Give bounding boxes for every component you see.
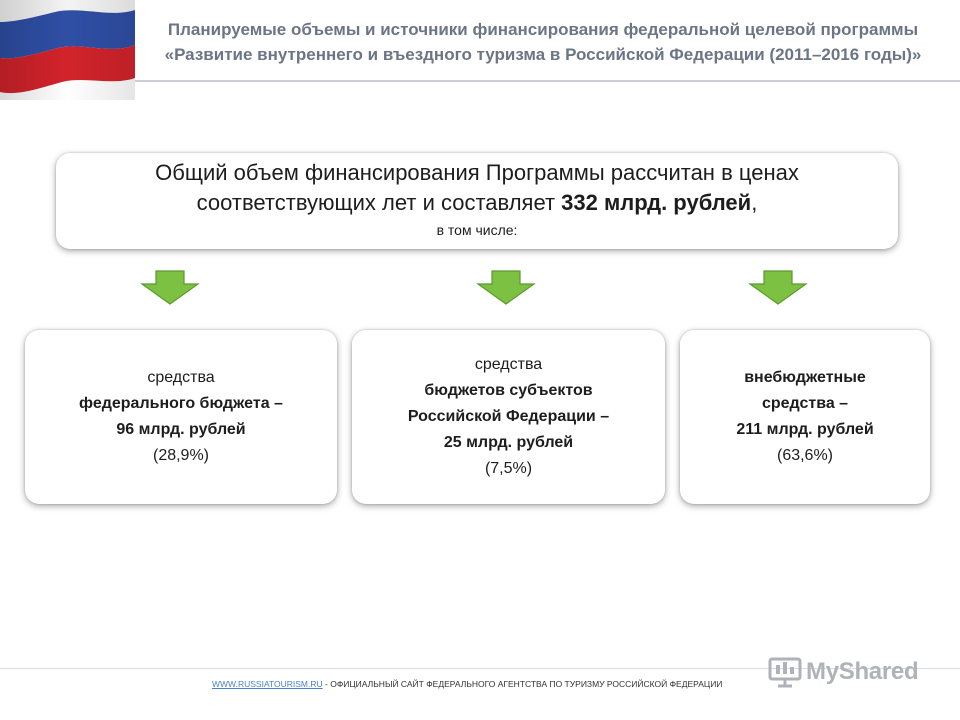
source-name: внебюджетные (744, 369, 866, 386)
site-link[interactable]: WWW.RUSSIATOURISM.RU (212, 679, 323, 689)
title-line-1: Планируемые объемы и источники финансирования федеральной целевой программы (167, 20, 919, 39)
regional-budgets-card (352, 330, 665, 504)
down-arrow-icon (476, 270, 536, 306)
footer (212, 679, 722, 689)
title-line-2: «Развитие внутреннего и въездного туризма в Российской Федерации (2011–2016 годы)» (164, 45, 922, 64)
watermark-text: MyShared (806, 658, 919, 685)
source-share: (28,9%) (152, 447, 210, 464)
footer-text: - ОФИЦИАЛЬНЫЙ САЙТ ФЕДЕРАЛЬНОГО АГЕНТСТВА ПО ТУРИЗМУ РОССИЙСКОЙ ФЕДЕРАЦИИ (322, 679, 723, 689)
presentation-icon (768, 656, 802, 688)
total-amount: 332 млрд. рублей (561, 190, 752, 215)
source-name: бюджетов субъектов (424, 382, 593, 399)
summary-line-2-text: соответствующих лет и составляет (196, 190, 562, 215)
source-name-extra: средства – (761, 395, 849, 412)
extra-budgetary-card (680, 330, 930, 504)
summary-line-3: в том числе: (436, 222, 518, 238)
summary-line-1: Общий объем финансирования Программы рассчитан в ценах (155, 160, 799, 185)
summary-line-2-punct: , (751, 190, 758, 215)
source-share: (63,6%) (776, 447, 834, 464)
source-amount: 25 млрд. рублей (443, 434, 574, 451)
russian-flag (0, 0, 135, 100)
source-label: средства (147, 369, 215, 386)
source-amount: 211 млрд. рублей (736, 421, 874, 438)
page-title (140, 17, 946, 67)
down-arrow-icon (748, 270, 808, 306)
header-divider (135, 80, 960, 82)
source-amount: 96 млрд. рублей (116, 421, 246, 438)
summary-line-2 (56, 188, 898, 218)
watermark (768, 656, 918, 688)
source-name: федерального бюджета – (79, 395, 283, 412)
source-name-extra: Российской Федерации – (407, 408, 610, 425)
total-funding-card (56, 153, 898, 249)
federal-budget-card (25, 330, 337, 504)
source-label: средства (474, 356, 543, 373)
source-share: (7,5%) (484, 460, 533, 477)
down-arrow-icon (140, 270, 200, 306)
